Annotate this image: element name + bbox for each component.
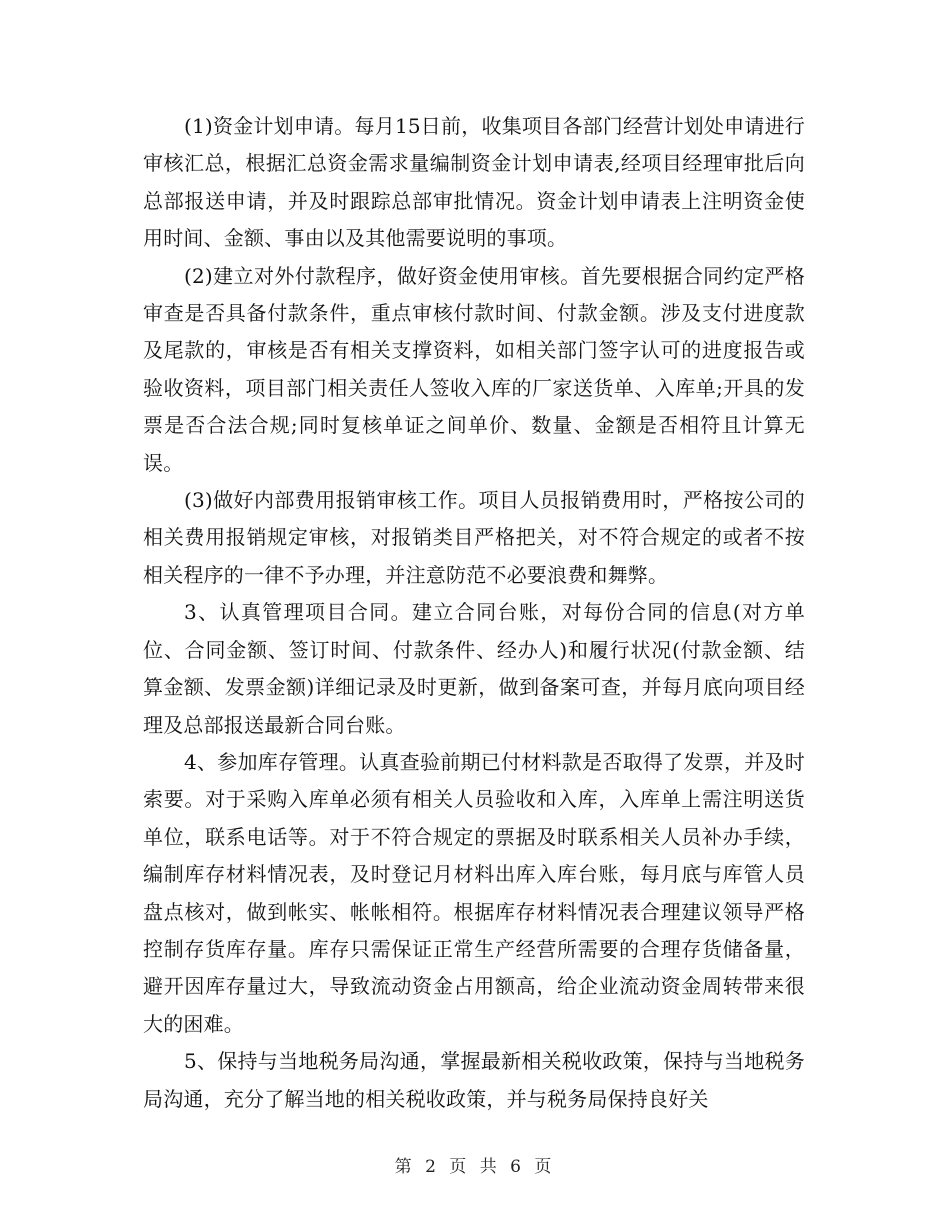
paragraph-inventory-management: 4、参加库存管理。认真查验前期已付材料款是否取得了发票，并及时索要。对于采购入库单必须有相关人员验收和入库，入库单上需注明送货单位，联系电话等。对于不符合规定的票据及时联系相关人员补办手续，编制库存材料情况表，及时登记月材料出库入库台账，每月底与库管人员盘点核对，做到帐实、帐帐相符。根据库存材料情况表合理建议领导严格控制存货库存量。库存只需保证正常生产经营所需要的合理存货储备量，避开因库存量过大，导致流动资金占用额高，给企业流动资金周转带来很大的困难。 (143, 749, 805, 1036)
page-number-footer: 第 2 页 共 6 页 (394, 1157, 556, 1177)
paragraph-tax-communication: 5、保持与当地税务局沟通，掌握最新相关税收政策，保持与当地税务局沟通，充分了解当地的相关税收政策，并与税务局保持良好关 (143, 1049, 805, 1111)
document-body (143, 108, 805, 1118)
paragraph-contract-management: 3、认真管理项目合同。建立合同台账，对每份合同的信息(对方单位、合同金额、签订时间、付款条件、经办人)和履行状况(付款金额、结算金额、发票金额)详细记录及时更新，做到备案可查，并每月底向项目经理及总部报送最新合同台账。 (143, 600, 805, 737)
paragraph-expense-review: (3)做好内部费用报销审核工作。项目人员报销费用时，严格按公司的相关费用报销规定审核，对报销类目严格把关，对不符合规定的或者不按相关程序的一律不予办理，并注意防范不必要浪费和舞弊。 (143, 488, 805, 587)
paragraph-fund-plan: (1)资金计划申请。每月15日前，收集项目各部门经营计划处申请进行审核汇总，根据汇总资金需求量编制资金计划申请表,经项目经理审批后向总部报送申请，并及时跟踪总部审批情况。资金计划申请表上注明资金使用时间、金额、事由以及其他需要说明的事项。 (143, 114, 805, 251)
paragraph-payment-procedure: (2)建立对外付款程序，做好资金使用审核。首先要根据合同约定严格审查是否具备付款条件，重点审核付款时间、付款金额。涉及支付进度款及尾款的，审核是否有相关支撑资料，如相关部门签字认可的进度报告或验收资料，项目部门相关责任人签收入库的厂家送货单、入库单;开具的发票是否合法合规;同时复核单证之间单价、数量、金额是否相符且计算无误。 (143, 263, 805, 475)
